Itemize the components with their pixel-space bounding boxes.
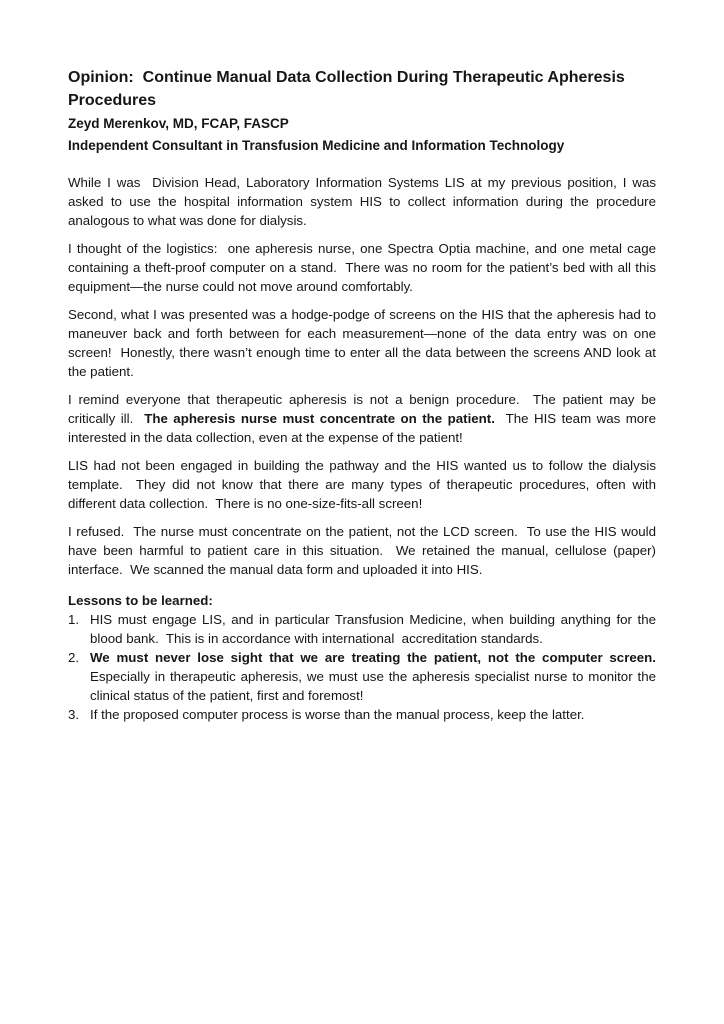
text-run: I refused. The nurse must concentrate on the patient, not the LCD screen. To use the HIS would have been harmful to patient care in this situation. We retained the manual, cellulose (paper) interface. We scanned the manual data form and uploaded it into HIS. xyxy=(68,524,656,577)
lesson-item xyxy=(68,648,656,705)
text-run: Especially in therapeutic apheresis, we must use the apheresis specialist nurse to monitor the clinical status of the patient, first and foremost! xyxy=(90,669,656,703)
author-byline: Zeyd Merenkov, MD, FCAP, FASCP xyxy=(68,116,289,131)
document-content xyxy=(68,66,656,724)
paragraph xyxy=(68,305,656,381)
author-affiliation: Independent Consultant in Transfusion Medicine and Information Technology xyxy=(68,138,565,153)
page-title: Opinion: Continue Manual Data Collection During Therapeutic Apheresis Procedures xyxy=(68,69,625,109)
lesson-item xyxy=(68,705,656,724)
lesson-number: 2. xyxy=(68,650,80,665)
text-run: HIS must engage LIS, and in particular Transfusion Medicine, when building anything for the blood bank. This is in accordance with international accreditation standards. xyxy=(90,612,656,646)
text-run: While I was Division Head, Laboratory Information Systems LIS at my previous position, I was asked to use the hospital information system HIS to collect information during the procedure analogous to what was done for dialysis. xyxy=(68,175,656,228)
paragraph xyxy=(68,456,656,513)
paragraph xyxy=(68,390,656,447)
text-run: I thought of the logistics: one apheresis nurse, one Spectra Optia machine, and one metal cage containing a theft-proof computer on a stand. There was no room for the patient’s bed with all this equipment—the nurse could not move around comfortably. xyxy=(68,241,656,294)
lesson-item xyxy=(68,610,656,648)
lesson-list xyxy=(68,610,656,724)
text-run: The HIS team was more interested in the data collection, even at the expense of the patient! xyxy=(68,411,656,445)
bold-text-run: We must never lose sight that we are treating the patient, not the computer screen. xyxy=(90,650,656,665)
lesson-text xyxy=(90,610,656,648)
text-run: If the proposed computer process is worse than the manual process, keep the latter. xyxy=(90,707,585,722)
paragraph xyxy=(68,173,656,230)
lesson-text xyxy=(90,705,656,724)
lesson-number: 3. xyxy=(68,707,80,722)
text-run: I remind everyone that therapeutic apheresis is not a benign procedure. The patient may be critically ill. xyxy=(68,392,656,426)
lesson-text xyxy=(90,648,656,705)
text-run: LIS had not been engaged in building the pathway and the HIS wanted us to follow the dialysis template. They did not know that there are many types of therapeutic procedures, often with different data collection. There is no one-size-fits-all screen! xyxy=(68,458,656,511)
lesson-number: 1. xyxy=(68,612,80,627)
text-run: Second, what I was presented was a hodge-podge of screens on the HIS that the apheresis had to maneuver back and forth between for each measurement—none of the data entry was on one screen! Honestly, there wasn’t enough time to enter all the data between the screens AND look at the patient. xyxy=(68,307,656,379)
lessons-heading: Lessons to be learned: xyxy=(68,593,213,608)
paragraph xyxy=(68,522,656,579)
bold-text-run: The apheresis nurse must concentrate on the patient. xyxy=(144,411,495,426)
paragraph xyxy=(68,239,656,296)
